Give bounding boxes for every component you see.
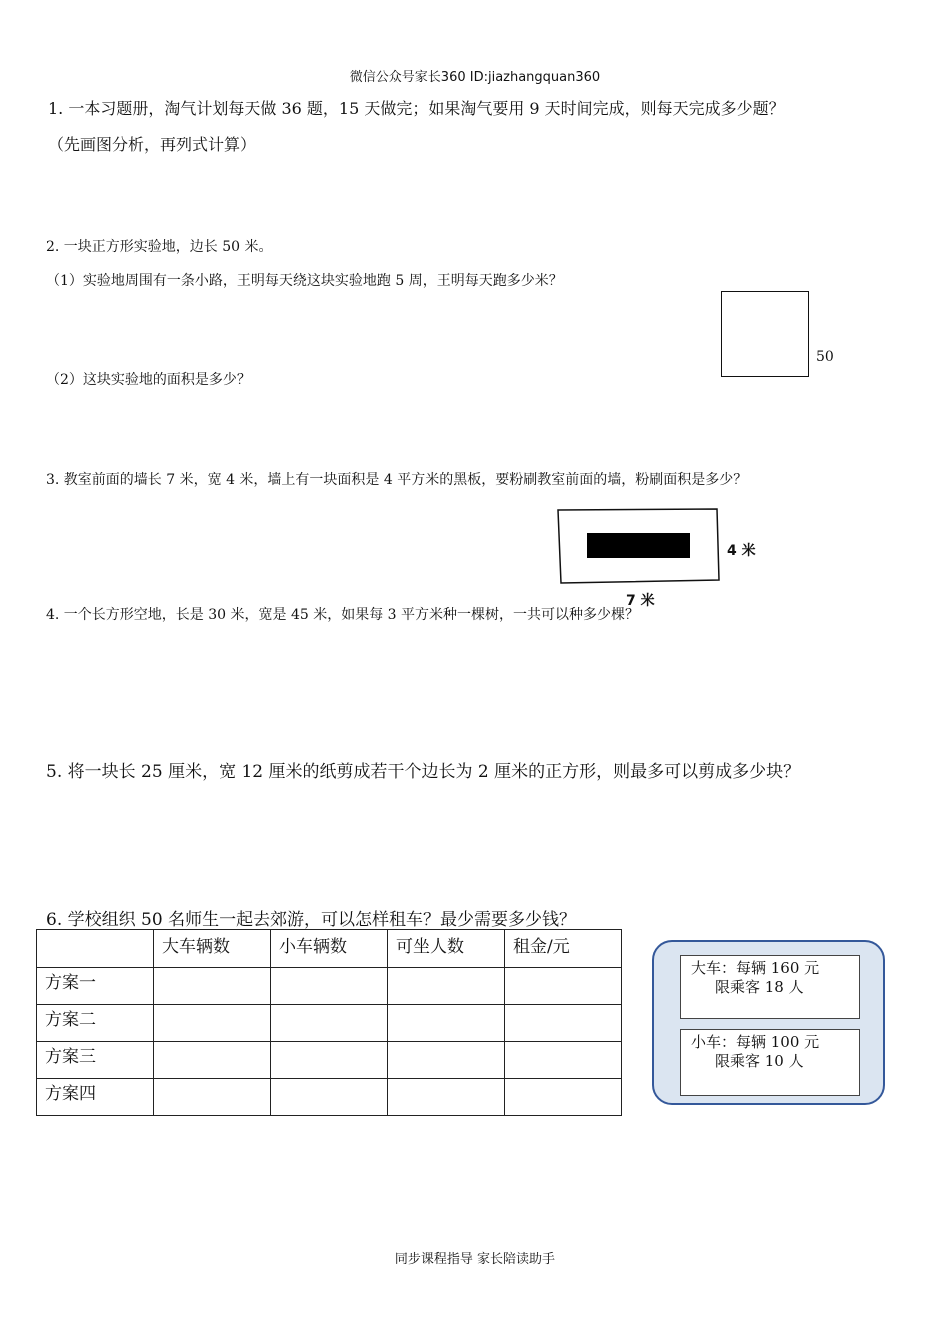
table-header-cell: 可坐人数 [388, 930, 505, 968]
table-cell [271, 1042, 388, 1079]
big-bus-price: 大车：每辆 160 元 [691, 959, 820, 977]
table-cell [388, 1005, 505, 1042]
table-cell [271, 968, 388, 1005]
page-header: 微信公众号家长360 ID:jiazhangquan360 [349, 70, 601, 85]
table-cell [154, 968, 271, 1005]
table-cell [154, 1005, 271, 1042]
table-cell [388, 1042, 505, 1079]
table-row [37, 1042, 622, 1079]
page-footer: 同步课程指导 家长陪读助手 [394, 1252, 556, 1267]
question-5-text: 5. 将一块长 25 厘米，宽 12 厘米的纸剪成若干个边长为 2 厘米的正方形，则最多可以剪成多少块？ [46, 762, 801, 782]
table-header-cell: 租金/元 [505, 930, 622, 968]
big-bus-card [680, 955, 860, 1019]
rental-plan-table [36, 929, 622, 1116]
table-cell [505, 1079, 622, 1116]
table-cell [505, 968, 622, 1005]
table-header-cell [37, 930, 154, 968]
table-row [37, 1005, 622, 1042]
small-bus-card [680, 1029, 860, 1096]
table-cell [154, 1079, 271, 1116]
question-6-text: 6. 学校组织 50 名师生一起去郊游，可以怎样租车？最少需要多少钱？ [46, 910, 577, 930]
row-label: 方案一 [37, 968, 154, 1005]
question-2-part-2: （2）这块实验地的面积是多少？ [46, 372, 251, 388]
table-cell [271, 1079, 388, 1116]
price-info-box [652, 940, 885, 1105]
row-label: 方案三 [37, 1042, 154, 1079]
table-cell [154, 1042, 271, 1079]
table-header-cell: 小车辆数 [271, 930, 388, 968]
small-bus-capacity: 限乘客 10 人 [715, 1052, 804, 1070]
big-bus-capacity: 限乘客 18 人 [715, 978, 804, 996]
table-cell [505, 1042, 622, 1079]
wall-width-label: 4 米 [727, 543, 756, 559]
table-cell [388, 968, 505, 1005]
square-diagram [721, 291, 809, 377]
table-header-cell: 大车辆数 [154, 930, 271, 968]
question-1-hint: （先画图分析，再列式计算） [48, 135, 257, 154]
question-2-part-1: （1）实验地周围有一条小路，王明每天绕这块实验地跑 5 周，王明每天跑多少米？ [46, 273, 563, 289]
table-cell [505, 1005, 622, 1042]
question-2-title: 2. 一块正方形实验地，边长 50 米。 [46, 239, 273, 255]
table-row [37, 968, 622, 1005]
question-1-text: 1. 一本习题册，淘气计划每天做 36 题，15 天做完；如果淘气要用 9 天时间完成，则每天完成多少题？ [48, 99, 785, 118]
table-row [37, 1079, 622, 1116]
wall-length-label: 7 米 [626, 593, 655, 609]
row-label: 方案二 [37, 1005, 154, 1042]
question-4-text: 4. 一个长方形空地，长是 30 米，宽是 45 米，如果每 3 平方米种一棵树，一共可以种多少棵？ [46, 607, 640, 623]
wall-diagram [557, 508, 722, 586]
blackboard [587, 533, 690, 558]
question-3-text: 3. 教室前面的墙长 7 米，宽 4 米，墙上有一块面积是 4 平方米的黑板，要粉刷教室前面的墙，粉刷面积是多少？ [46, 472, 748, 488]
table-cell [271, 1005, 388, 1042]
row-label: 方案四 [37, 1079, 154, 1116]
small-bus-price: 小车：每辆 100 元 [691, 1033, 820, 1051]
table-header-row [37, 930, 622, 968]
table-cell [388, 1079, 505, 1116]
square-side-label: 50 [816, 349, 834, 365]
